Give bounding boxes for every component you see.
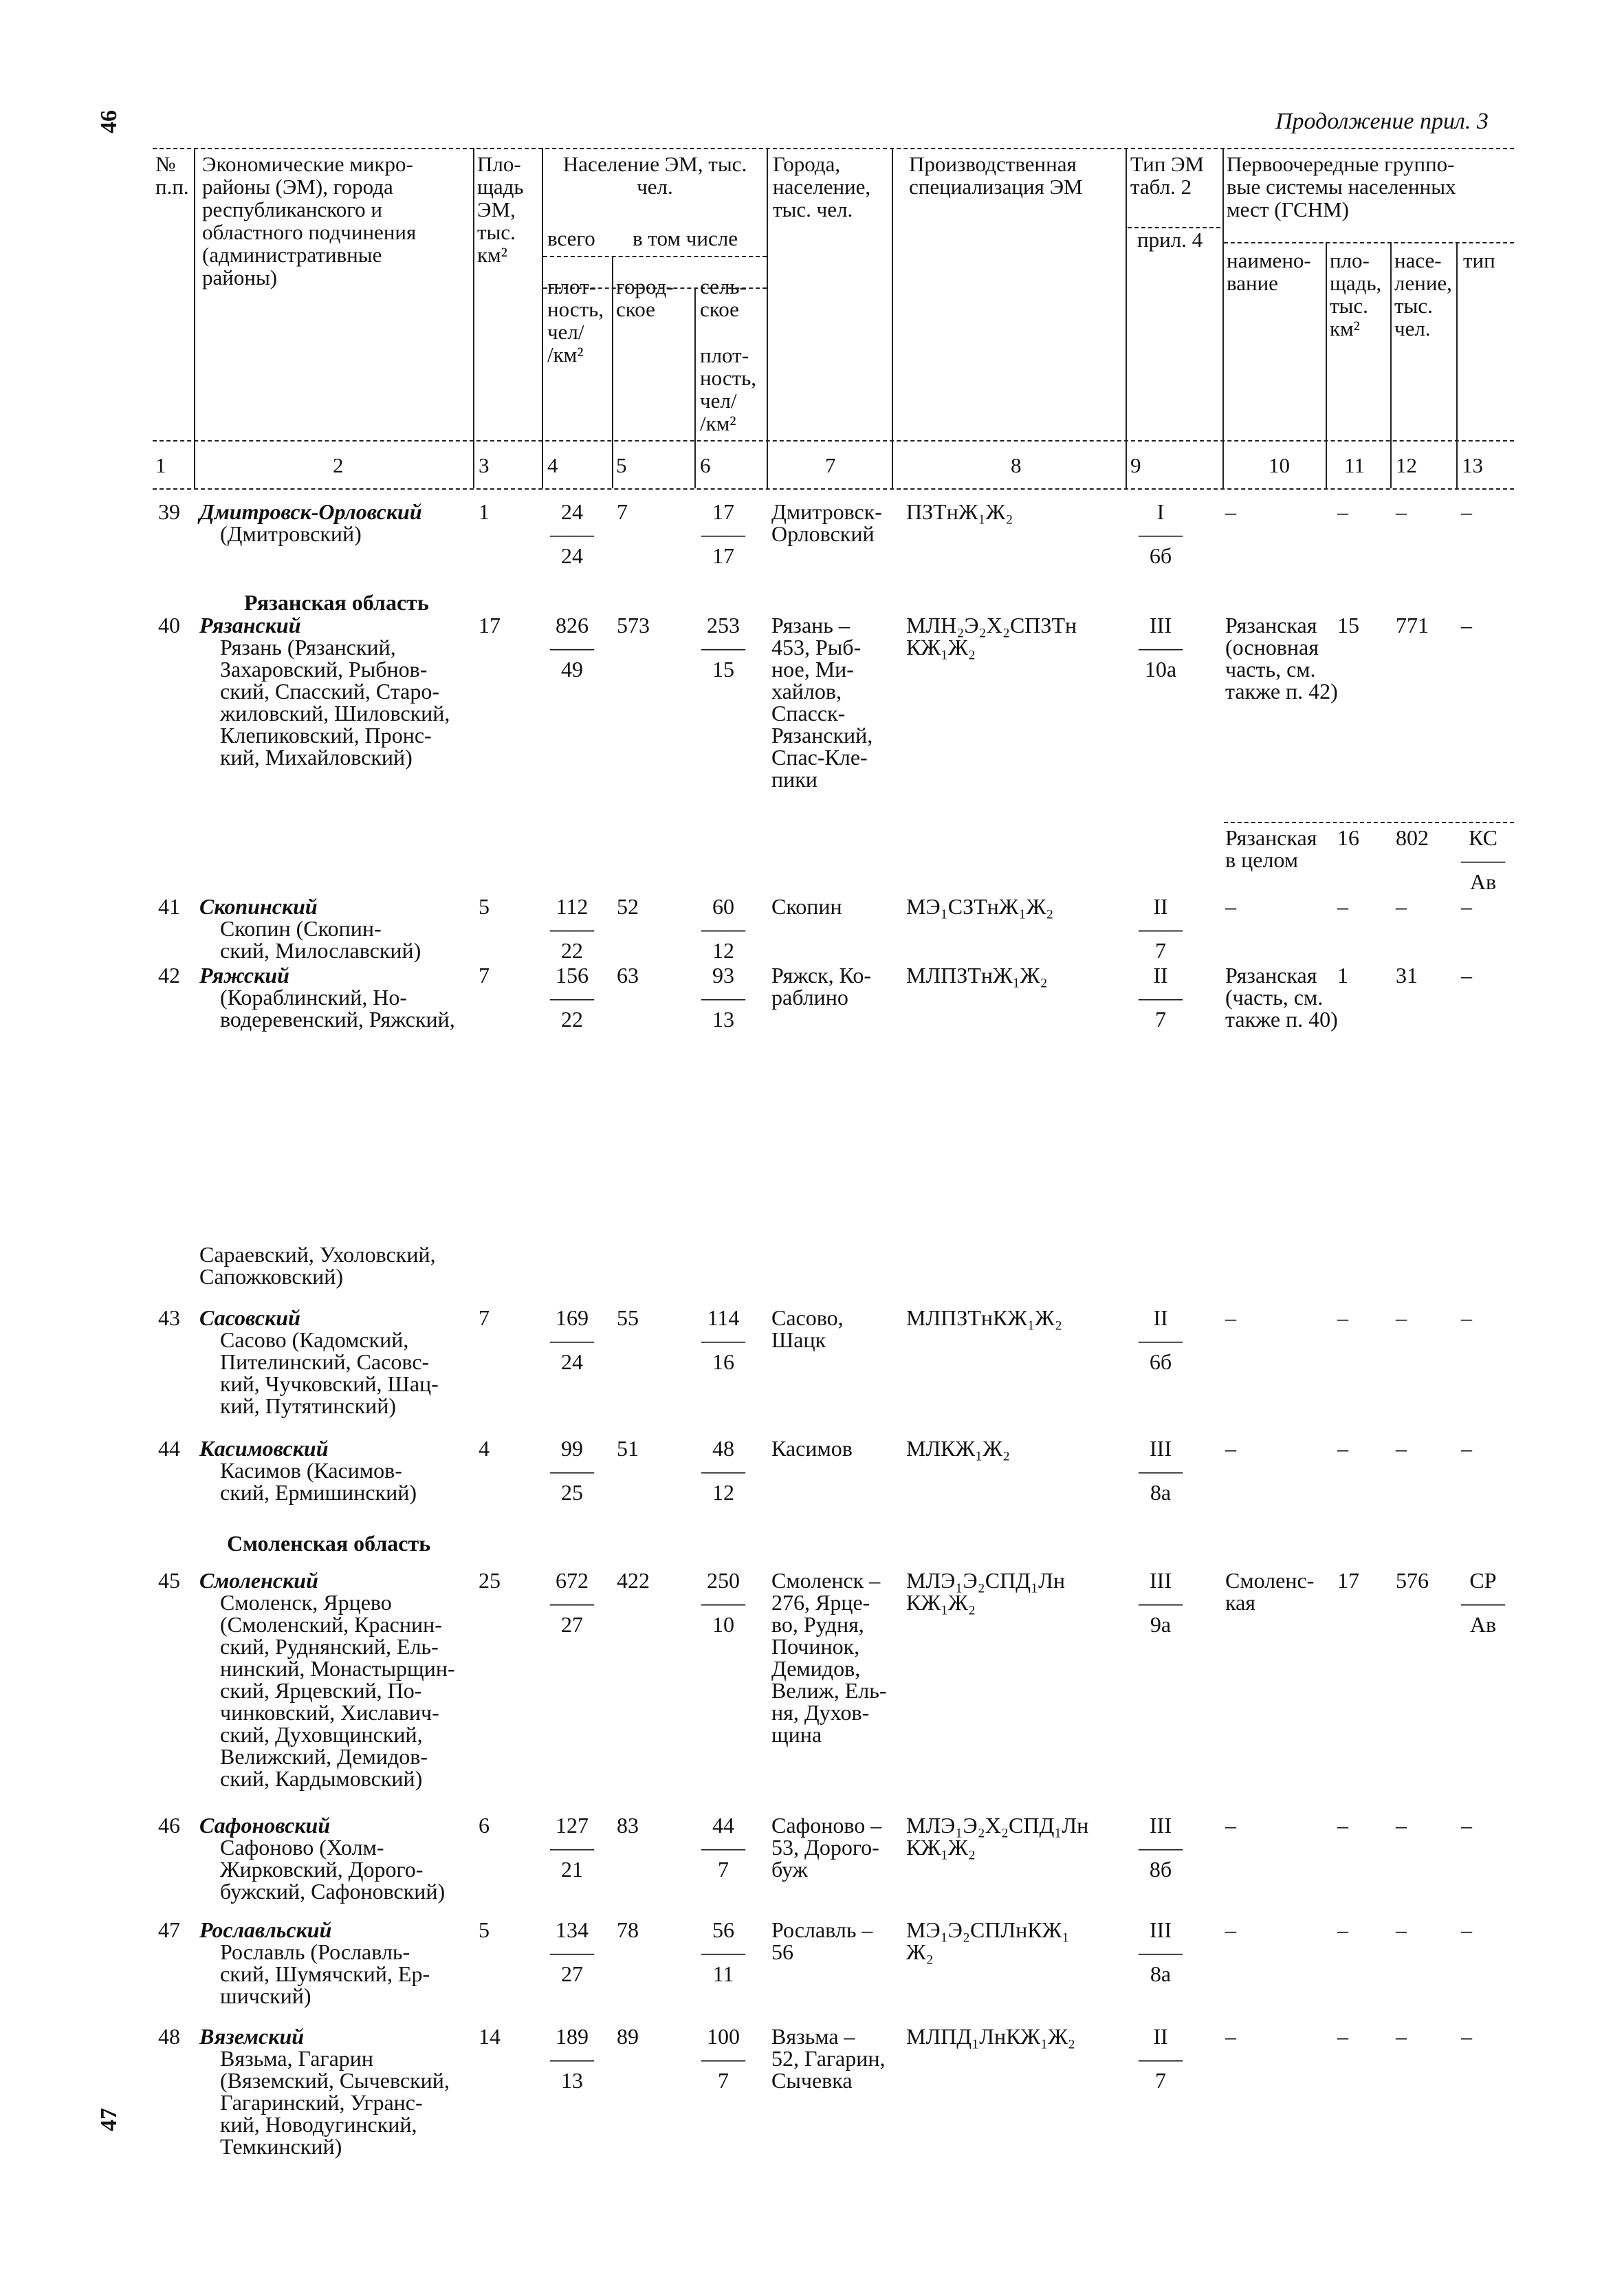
fraction-bar: —— (1139, 635, 1183, 660)
population-rural (701, 1919, 745, 1985)
population-urban: 55 (617, 1305, 639, 1330)
microregion-districts: Рославль (Рославль- ский, Шумячский, Ер- шичский) (220, 1939, 430, 2008)
microregion-name: Рязанский (199, 613, 301, 638)
fraction-bar: —— (550, 1835, 594, 1860)
specialization: МЭ₁СЗТнЖ₁Ж₂ (906, 894, 1054, 919)
microregion-districts: Смоленск, Ярцево (Смоленский, Краснин- ский, Руднянский, Ель- нинский, Монастырщин- ский, Ярцевский, По- чинковский, Хиславич- ский, Духовщинский, Велижский, Демидов- ский, Кардымовский) (220, 1590, 455, 1791)
fraction-bar: —— (550, 1327, 594, 1352)
cities: Касимов (771, 1436, 853, 1461)
population-rural-bottom: 15 (712, 657, 734, 682)
header-c5: город- ское (616, 274, 674, 321)
gsnm-type: – (1461, 499, 1472, 524)
population-total-bottom: 25 (561, 1480, 583, 1505)
population-rural-top: 44 (712, 1813, 734, 1838)
em-type-top: II (1153, 2024, 1168, 2049)
population-total-bottom: 22 (561, 938, 583, 963)
em-type-bottom: 7 (1155, 938, 1166, 963)
gsnm-population: 576 (1396, 1568, 1429, 1593)
population-urban: 78 (617, 1917, 639, 1942)
header-c9: Тип ЭМ табл. 2 (1130, 152, 1205, 199)
fraction-bar: —— (550, 2046, 594, 2071)
population-total-top: 156 (556, 963, 589, 988)
cities: Сафоново – 53, Дорого- буж (771, 1813, 882, 1882)
population-total-bottom: 22 (561, 1007, 583, 1032)
area-value: 1 (479, 499, 490, 524)
gsnm-type-top: КС (1469, 825, 1497, 850)
gsnm-name: – (1225, 894, 1236, 919)
em-type (1139, 1919, 1183, 1985)
fraction-bar: —— (1139, 916, 1183, 941)
em-type-bottom: 6б (1149, 543, 1172, 568)
population-rural-top: 93 (712, 963, 734, 988)
area-value: 14 (479, 2024, 501, 2049)
header-c10-group: Первоочередные группо- вые системы населенных мест (ГСНМ) (1227, 152, 1456, 221)
population-rural-bottom: 7 (718, 1857, 729, 1882)
gsnm-type: – (1461, 1305, 1472, 1330)
microregion-districts: Сафоново (Холм- Жирковский, Дорого- бужский, Сафоновский) (220, 1835, 446, 1904)
row-number: 44 (158, 1436, 180, 1461)
gsnm-name: – (1225, 1813, 1236, 1838)
fraction-bar: —— (1139, 1590, 1183, 1615)
population-rural-top: 250 (707, 1568, 740, 1593)
em-type-bottom: 9а (1150, 1612, 1172, 1637)
population-total (550, 501, 594, 567)
fraction-bar: —— (701, 1939, 745, 1964)
microregion-name: Скопинский (199, 894, 318, 919)
em-type-top: II (1153, 963, 1168, 988)
microregion-districts: Касимов (Касимов- ский, Ермишинский) (220, 1458, 417, 1505)
fraction-bar: —— (1139, 1327, 1183, 1352)
gsnm-area: 17 (1337, 1568, 1359, 1593)
colnum-9: 9 (1130, 453, 1141, 477)
gsnm-type-top: СР (1469, 1568, 1497, 1593)
table-top-rule (153, 148, 1514, 149)
fraction-bar: —— (1461, 1590, 1505, 1615)
em-type (1139, 964, 1183, 1030)
header-c13: тип (1463, 248, 1495, 272)
specialization: МЛПЗТнКЖ₁Ж₂ (906, 1305, 1062, 1330)
header-c9b: прил. 4 (1137, 228, 1203, 252)
microregion-name: Вяземский (199, 2024, 305, 2049)
col-sep (1126, 148, 1127, 488)
area-value: 7 (479, 963, 490, 988)
em-type-bottom: 7 (1155, 1007, 1166, 1032)
cities: Рославль – 56 (771, 1917, 873, 1964)
fraction-bar: —— (701, 1458, 745, 1483)
fraction-bar: —— (550, 916, 594, 941)
colnum-6: 6 (700, 453, 711, 477)
population-rural-top: 253 (707, 613, 740, 638)
colnum-8: 8 (1011, 453, 1022, 477)
gsnm-area: – (1337, 1436, 1348, 1461)
microregion-districts: Сасово (Кадомский, Пителинский, Сасовс- кий, Чучковский, Шац- кий, Путятинский) (220, 1327, 439, 1418)
population-total-bottom: 49 (561, 657, 583, 682)
area-value: 4 (479, 1436, 490, 1461)
em-type (1139, 614, 1183, 680)
population-total-top: 134 (556, 1917, 589, 1942)
em-type-top: III (1150, 1568, 1172, 1593)
header-c10: наимено- вание (1227, 248, 1311, 295)
area-value: 7 (479, 1305, 490, 1330)
row-number: 48 (158, 2024, 180, 2049)
gsnm-area: – (1337, 1813, 1348, 1838)
specialization: МЛЭ₁Э₂Х₂СПД₁Лн КЖ₁Ж₂ (906, 1813, 1089, 1860)
population-total (550, 895, 594, 961)
col-sep (194, 148, 195, 488)
row-number: 39 (158, 499, 180, 524)
population-total (550, 1307, 594, 1373)
microregion-districts: (Кораблинский, Но- водеревенский, Ряжский, (220, 985, 455, 1032)
header-c12: насе- ление, тыс. чел. (1394, 248, 1452, 340)
colnum-2: 2 (333, 453, 344, 477)
population-rural-bottom: 13 (712, 1007, 734, 1032)
specialization: ПЗТнЖ₁Ж₂ (906, 499, 1013, 524)
population-total-top: 169 (556, 1305, 589, 1330)
fraction-bar: —— (1139, 2046, 1183, 2071)
em-type-top: I (1156, 499, 1165, 524)
fraction-bar: —— (701, 521, 745, 546)
gsnm-name: – (1225, 2024, 1236, 2049)
em-type (1139, 895, 1183, 961)
col-sep (892, 148, 893, 488)
fraction-bar: —— (550, 1458, 594, 1483)
gsnm-area: – (1337, 1917, 1348, 1942)
population-urban: 52 (617, 894, 639, 919)
em-type (1139, 1814, 1183, 1880)
microregion-name: Касимовский (199, 1436, 329, 1461)
microregion-districts: Вязьма, Гагарин (Вяземский, Сычевский, Гагаринский, Угранс- кий, Новодугинский, Темкинский) (220, 2046, 450, 2159)
population-total-top: 127 (556, 1813, 589, 1838)
gsnm-population: 771 (1396, 613, 1429, 638)
population-rural-top: 60 (712, 894, 734, 919)
population-rural (701, 1437, 745, 1503)
header-c6-density: плот- ность, чел/ /км² (700, 343, 757, 435)
header-c2: Экономические микро- районы (ЭМ), города республиканского и областного подчинения (административные районы) (202, 152, 417, 290)
row-number: 46 (158, 1813, 180, 1838)
em-type-top: III (1150, 1436, 1172, 1461)
col-sep (1456, 242, 1458, 488)
header-c4-total: всего (547, 226, 595, 250)
colnum-3: 3 (479, 453, 490, 477)
population-total (550, 1919, 594, 1985)
population-urban: 51 (617, 1436, 639, 1461)
population-rural (701, 2025, 745, 2091)
microregion-name: Рославльский (199, 1917, 332, 1942)
population-total (550, 614, 594, 680)
gsnm-population: – (1396, 2024, 1407, 2049)
gsnm-area: 1 (1337, 963, 1348, 988)
gsnm-name: Рязанская (основная часть, см. также п. 42) (1225, 613, 1338, 704)
population-rural-top: 48 (712, 1436, 734, 1461)
gsnm-name: – (1225, 1305, 1236, 1330)
em-type (1139, 1437, 1183, 1503)
cities: Дмитровск- Орловский (771, 499, 882, 546)
gsnm-population: – (1396, 1436, 1407, 1461)
colnum-5: 5 (616, 453, 627, 477)
population-rural-bottom: 16 (712, 1349, 734, 1374)
fraction-bar: —— (1139, 1939, 1183, 1964)
col-sep (694, 287, 696, 488)
fraction-bar: —— (1461, 847, 1505, 872)
col-sep (542, 148, 543, 488)
microregion-name: Ряжский (199, 963, 289, 988)
group-subheader-rule (1224, 242, 1514, 243)
population-total-top: 672 (556, 1568, 589, 1593)
population-total-top: 112 (556, 894, 589, 919)
em-type-bottom: 7 (1155, 2068, 1166, 2093)
em-type (1139, 1569, 1183, 1635)
population-rural-bottom: 12 (712, 1480, 734, 1505)
col-sep (473, 148, 474, 488)
continuation-label: Продолжение прил. 3 (1275, 109, 1489, 134)
population-rural (701, 1569, 745, 1635)
cities: Скопин (771, 894, 842, 919)
fraction-bar: —— (550, 1590, 594, 1615)
population-rural-top: 114 (707, 1305, 740, 1330)
col-sep (1326, 242, 1327, 488)
area-value: 17 (479, 613, 501, 638)
population-total (550, 1569, 594, 1635)
microregion-name: Сафоновский (199, 1813, 331, 1838)
area-value: 25 (479, 1568, 501, 1593)
population-total-top: 189 (556, 2024, 589, 2049)
gsnm-area: – (1337, 499, 1348, 524)
population-urban: 83 (617, 1813, 639, 1838)
population-rural (701, 964, 745, 1030)
subheader-rule (543, 256, 767, 257)
gsnm-type: – (1461, 894, 1472, 919)
area-value: 6 (479, 1813, 490, 1838)
population-total-bottom: 24 (561, 1349, 583, 1374)
population-urban: 89 (617, 2024, 639, 2049)
gsnm-name: – (1225, 1436, 1236, 1461)
population-rural-bottom: 17 (712, 543, 734, 568)
em-type (1139, 501, 1183, 567)
specialization: МЛКЖ₁Ж₂ (906, 1436, 1011, 1461)
population-total (550, 1437, 594, 1503)
colnum-1: 1 (155, 453, 166, 477)
header-bottom-rule (153, 440, 1514, 442)
fraction-bar: —— (701, 1327, 745, 1352)
em-type (1139, 1307, 1183, 1373)
gsnm-area: – (1337, 2024, 1348, 2049)
gsnm-population: 31 (1396, 963, 1418, 988)
gsnm-type-bottom: Ав (1469, 869, 1497, 894)
gsnm-area: – (1337, 894, 1348, 919)
header-c6: сель- ское (700, 274, 747, 321)
specialization: МЛЭ₁Э₂СПД₁Лн КЖ₁Ж₂ (906, 1568, 1065, 1615)
cities: Смоленск – 276, Ярце- во, Рудня, Починок, Демидов, Велиж, Ель- ня, Духов- щина (771, 1568, 887, 1747)
specialization: МЛПД₁ЛнКЖ₁Ж₂ (906, 2024, 1076, 2049)
population-rural-top: 17 (712, 499, 734, 524)
population-total (550, 2025, 594, 2091)
cities: Сасово, Шацк (771, 1305, 844, 1352)
gsnm-area: 15 (1337, 613, 1359, 638)
gsnm-type: – (1461, 1813, 1472, 1838)
area-value: 5 (479, 894, 490, 919)
population-rural (701, 895, 745, 961)
gsnm-type: – (1461, 613, 1472, 638)
header-c1: № п.п. (155, 152, 189, 199)
em-type-top: III (1150, 1917, 1172, 1942)
fraction-bar: —— (550, 635, 594, 660)
header-c8: Производственная специализация ЭМ (909, 152, 1083, 199)
page-number-top: 46 (96, 110, 122, 133)
population-rural-top: 100 (707, 2024, 740, 2049)
population-total-bottom: 24 (561, 543, 583, 568)
gsnm-type (1461, 827, 1505, 893)
microregion-districts: Скопин (Скопин- ский, Милославский) (220, 916, 421, 963)
cities: Рязань – 453, Рыб- ное, Ми- хайлов, Спасск- Рязанский, Спас-Кле- пики (771, 613, 873, 792)
cities: Ряжск, Ко- раблино (771, 963, 871, 1010)
fraction-bar: —— (1139, 1835, 1183, 1860)
group-row-sep (1224, 822, 1514, 823)
specialization: МЛН₂Э₂Х₂СПЗТн КЖ₁Ж₂ (906, 613, 1077, 660)
fraction-bar: —— (1139, 521, 1183, 546)
page-number-bottom: 47 (96, 2108, 122, 2131)
fraction-bar: —— (701, 635, 745, 660)
gsnm-type: – (1461, 1917, 1472, 1942)
fraction-bar: —— (1139, 1458, 1183, 1483)
header-c7: Города, население, тыс. чел. (773, 152, 871, 221)
gsnm-type: – (1461, 2024, 1472, 2049)
gsnm-area: – (1337, 1305, 1348, 1330)
gsnm-type (1461, 1569, 1505, 1635)
fraction-bar: —— (550, 985, 594, 1010)
gsnm-name: – (1225, 499, 1236, 524)
population-rural-bottom: 7 (718, 2068, 729, 2093)
gsnm-population: – (1396, 894, 1407, 919)
em-type-bottom: 8а (1150, 1480, 1172, 1505)
em-type-top: II (1153, 1305, 1168, 1330)
row-number: 45 (158, 1568, 180, 1593)
population-rural-bottom: 11 (712, 1961, 734, 1986)
region-heading-smolensk: Смоленская область (227, 1531, 431, 1556)
gsnm-population: – (1396, 499, 1407, 524)
population-rural-bottom: 12 (712, 938, 734, 963)
gsnm-population: – (1396, 1813, 1407, 1838)
col-sep (1390, 242, 1392, 488)
gsnm-name: – (1225, 1917, 1236, 1942)
fraction-bar: —— (1139, 985, 1183, 1010)
header-c3: Пло- щадь ЭМ, тыс. км² (477, 152, 524, 267)
gsnm-type-bottom: Ав (1469, 1612, 1497, 1637)
area-value: 5 (479, 1917, 490, 1942)
population-rural (701, 614, 745, 680)
gsnm-name: Рязанская в целом (1225, 825, 1317, 872)
population-total (550, 1814, 594, 1880)
population-rural (701, 501, 745, 567)
specialization: МЛПЗТнЖ₁Ж₂ (906, 963, 1048, 988)
fraction-bar: —— (701, 916, 745, 941)
gsnm-area: 16 (1337, 825, 1359, 850)
population-total-top: 99 (561, 1436, 583, 1461)
microregion-districts: Сараевский, Ухоловский, Сапожковский) (199, 1242, 436, 1289)
population-total-top: 24 (561, 499, 583, 524)
population-total-bottom: 13 (561, 2068, 583, 2093)
em-type-top: II (1153, 894, 1168, 919)
microregion-name: Смоленский (199, 1568, 318, 1593)
colnum-bottom-rule (153, 488, 1514, 490)
cities: Вязьма – 52, Гагарин, Сычевка (771, 2024, 886, 2093)
gsnm-name: Рязанская (часть, см. также п. 40) (1225, 963, 1338, 1032)
header-c4-group: Население ЭМ, тыс. чел. (562, 152, 747, 199)
colnum-13: 13 (1462, 453, 1483, 477)
row-number: 41 (158, 894, 180, 919)
colnum-12: 12 (1396, 453, 1417, 477)
population-urban: 422 (617, 1568, 650, 1593)
em-type-top: III (1150, 1813, 1172, 1838)
microregion-name: Сасовский (199, 1305, 300, 1330)
row-number: 43 (158, 1305, 180, 1330)
microregion-districts: Рязань (Рязанский, Захаровский, Рыбнов- ский, Спасский, Старо- жиловский, Шиловский, Клепиковский, Пронс- кий, Михайловский) (220, 635, 450, 770)
specialization: МЭ₁Э₂СПЛнКЖ₁ Ж₂ (906, 1917, 1070, 1964)
em-type-bottom: 8а (1150, 1961, 1172, 1986)
population-total-bottom: 21 (561, 1857, 583, 1882)
em-type-bottom: 6б (1149, 1349, 1172, 1374)
population-total (550, 964, 594, 1030)
population-urban: 7 (617, 499, 628, 524)
em-type (1139, 2025, 1183, 2091)
gsnm-population: – (1396, 1305, 1407, 1330)
gsnm-name: Смоленс- кая (1225, 1568, 1315, 1615)
population-rural-bottom: 10 (712, 1612, 734, 1637)
colnum-4: 4 (547, 453, 558, 477)
header-c11: пло- щадь, тыс. км² (1330, 248, 1382, 340)
colnum-7: 7 (825, 453, 836, 477)
row-number: 47 (158, 1917, 180, 1942)
gsnm-population: – (1396, 1917, 1407, 1942)
fraction-bar: —— (701, 2046, 745, 2071)
gsnm-type: – (1461, 963, 1472, 988)
em-type-bottom: 10а (1144, 657, 1177, 682)
population-total-bottom: 27 (561, 1612, 583, 1637)
row-number: 40 (158, 613, 180, 638)
header-c4-density: плот- ность, чел/ /км² (547, 274, 604, 367)
fraction-bar: —— (550, 521, 594, 546)
fraction-bar: —— (701, 985, 745, 1010)
colnum-11: 11 (1344, 453, 1365, 477)
col-sep (612, 256, 613, 488)
em-type-bottom: 8б (1149, 1857, 1172, 1882)
fraction-bar: —— (701, 1835, 745, 1860)
fraction-bar: —— (701, 1590, 745, 1615)
colnum-10: 10 (1269, 453, 1290, 477)
row-number: 42 (158, 963, 180, 988)
population-urban: 63 (617, 963, 639, 988)
col-sep (1222, 148, 1224, 488)
population-rural-top: 56 (712, 1917, 734, 1942)
gsnm-type: – (1461, 1436, 1472, 1461)
header-c4-including: в том числе (633, 226, 738, 250)
col-sep (767, 148, 768, 488)
region-heading-ryazan: Рязанская область (244, 590, 429, 615)
microregion-name: Дмитровск-Орловский (199, 499, 422, 524)
gsnm-population: 802 (1396, 825, 1429, 850)
fraction-bar: —— (550, 1939, 594, 1964)
population-rural (701, 1307, 745, 1373)
population-total-top: 826 (556, 613, 589, 638)
population-total-bottom: 27 (561, 1961, 583, 1986)
microregion-districts: (Дмитровский) (220, 521, 362, 546)
population-urban: 573 (617, 613, 650, 638)
population-rural (701, 1814, 745, 1880)
em-type-top: III (1150, 613, 1172, 638)
